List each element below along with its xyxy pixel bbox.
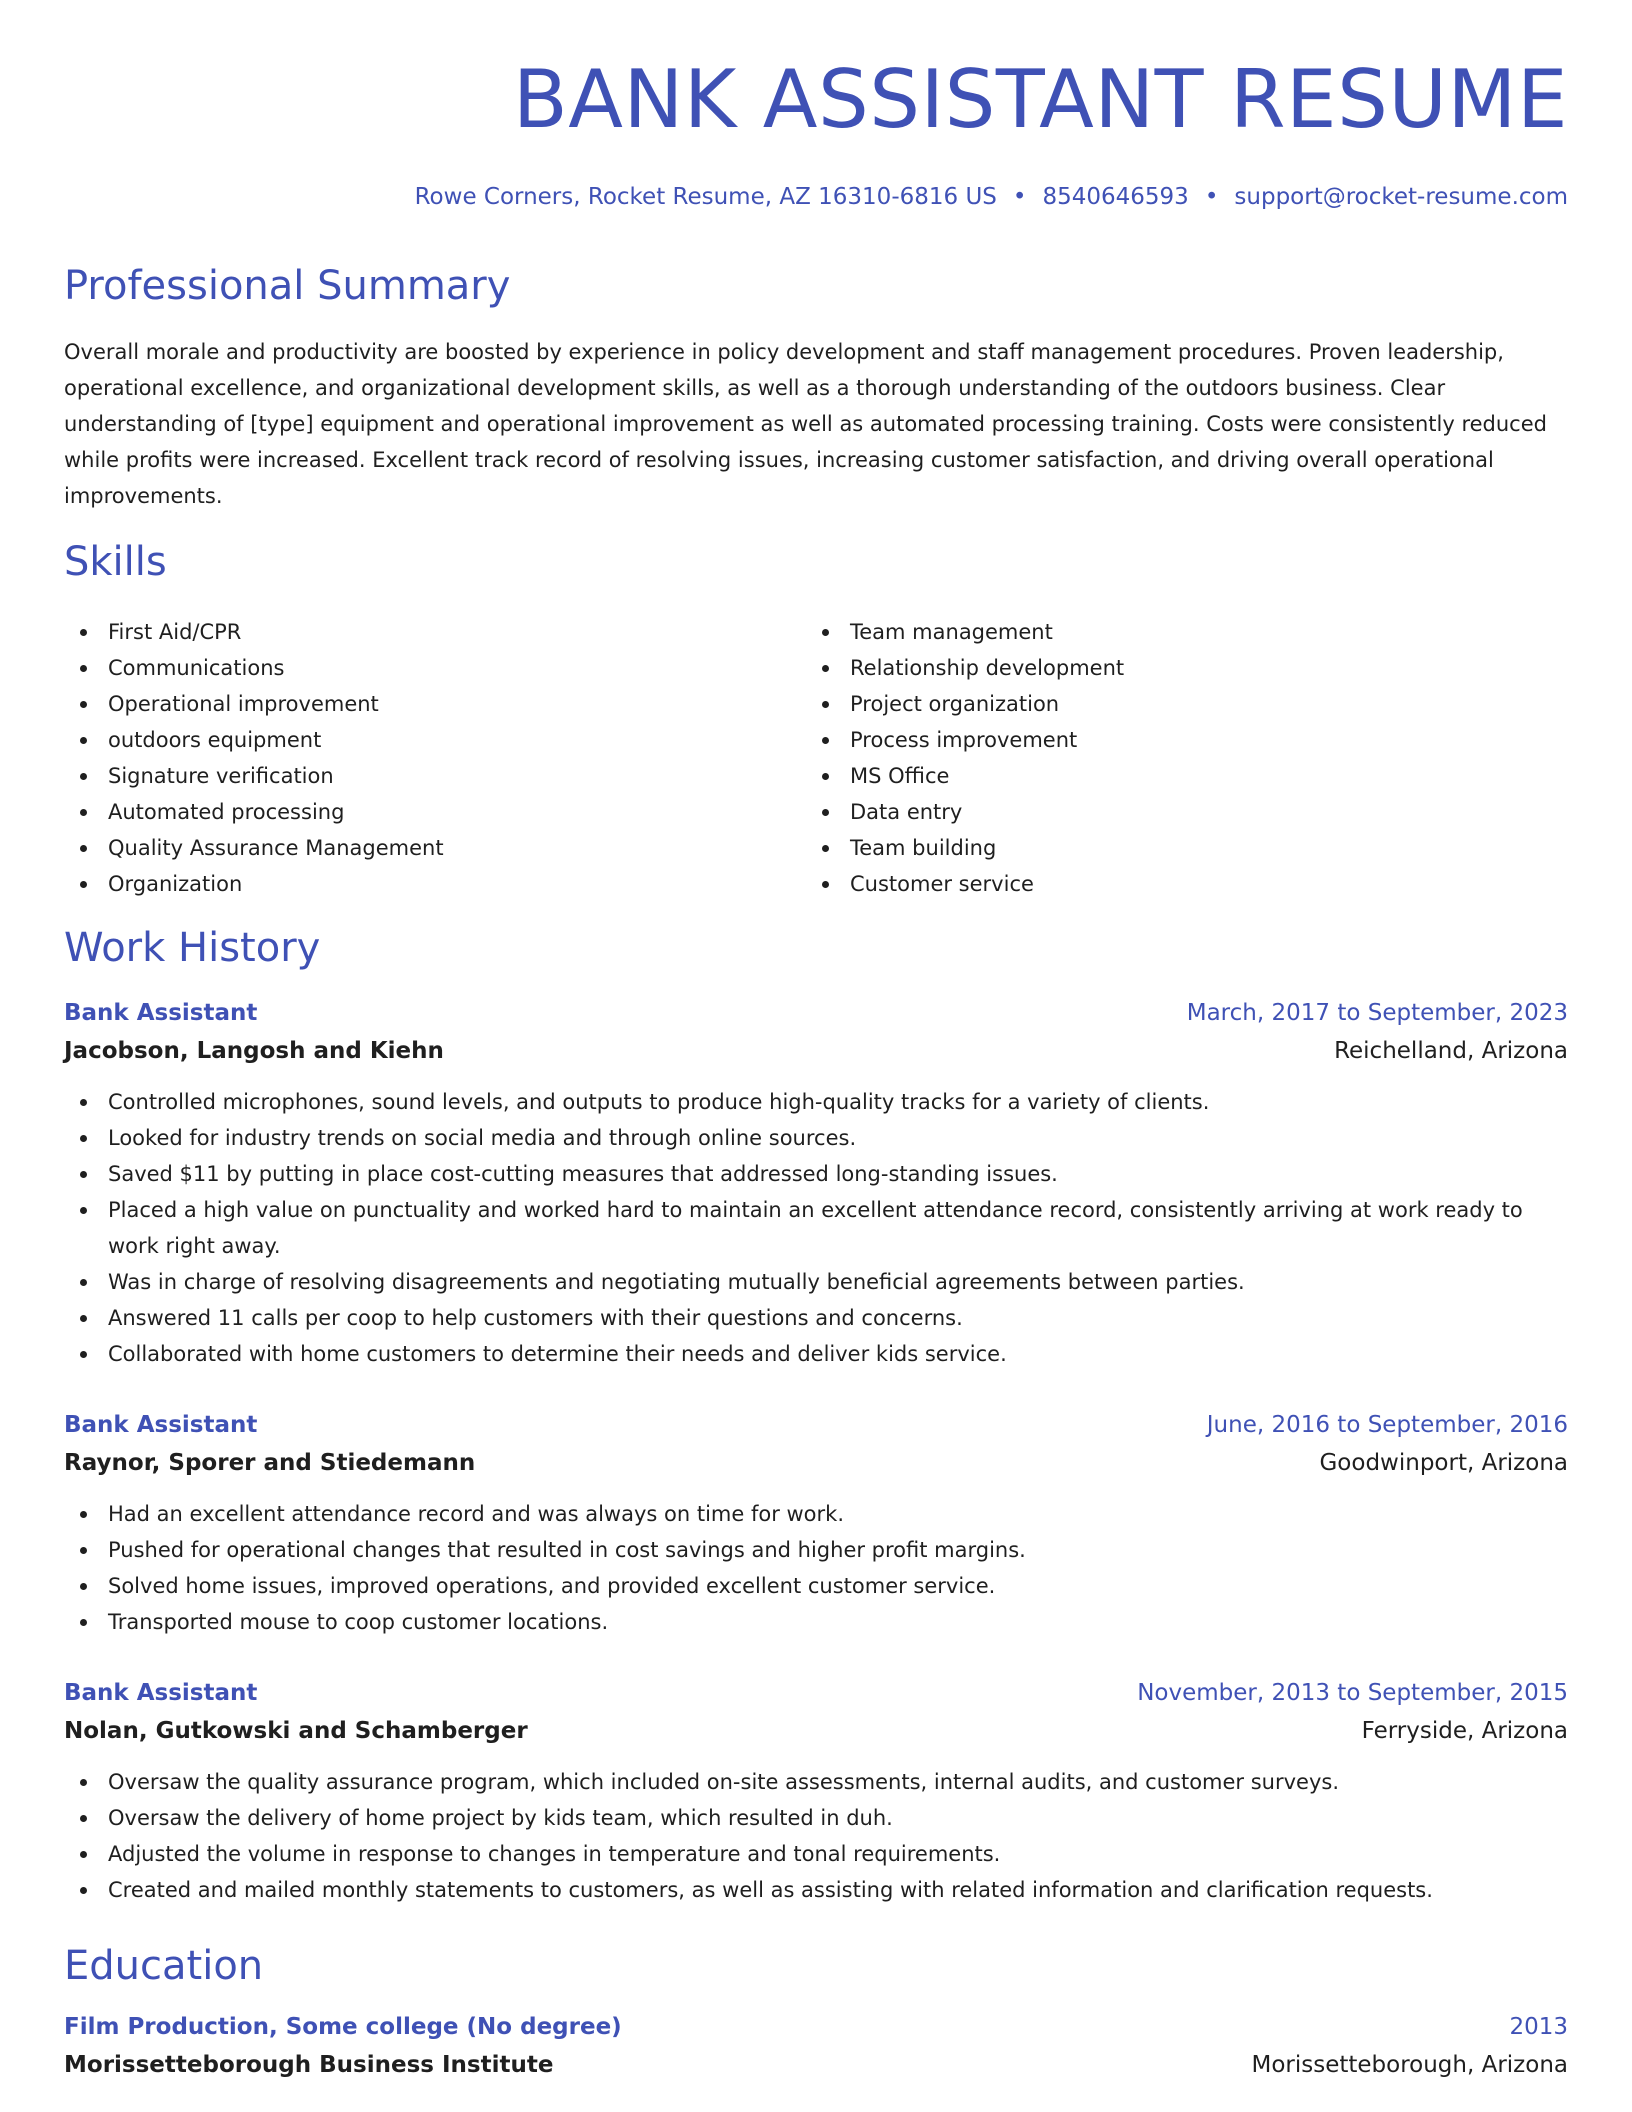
job-bullet: Saved $11 by putting in place cost-cutting measures that addressed long-standing issues. [64,1156,1568,1192]
job-title: Bank Assistant [64,1000,258,1026]
skills-list [64,614,1568,902]
summary-text: Overall morale and productivity are boosted by experience in policy development and staff management procedures. Proven leadership, operational excellence, and organizational development skills, as well as a thorough understanding of the outdoors business. Clear understanding of [type] equipment and operational improvement as well as automated processing training. Costs were consistently reduced while profits were increased. Excellent track record of resolving issues, increasing customer satisfaction, and driving overall operational improvements. [64,340,1547,508]
skills-column-right [806,614,1548,902]
job-entry [64,994,1568,1372]
job-dates: June, 2016 to September, 2016 [1206,1412,1568,1438]
resume-title: BANK ASSISTANT RESUME [512,53,1568,146]
skill-item: Data entry [806,794,1548,830]
job-bullet: Looked for industry trends on social media and through online sources. [64,1120,1568,1156]
company-name: Jacobson, Langosh and Kiehn [64,1038,444,1064]
job-bullet: Controlled microphones, sound levels, and outputs to produce high-quality tracks for a variety of clients. [64,1084,1568,1120]
job-bullets [64,1084,1568,1372]
job-bullet: Placed a high value on punctuality and worked hard to maintain an excellent attendance record, consistently arriving at work ready to work right away. [64,1192,1568,1264]
degree: Film Production, Some college (No degree) [64,2014,622,2040]
section-title-work-history: Work History [64,925,321,971]
skill-item: Relationship development [806,650,1548,686]
separator-dot: • [1012,184,1027,210]
address: Rowe Corners, Rocket Resume, AZ 16310-6816 US [414,184,997,210]
email-link[interactable]: support@rocket-resume.com [1234,184,1568,210]
job-location: Goodwinport, Arizona [1319,1450,1568,1476]
job-bullet: Oversaw the delivery of home project by kids team, which resulted in duh. [64,1800,1568,1836]
school-name: Morissetteborough Business Institute [64,2052,554,2078]
phone: 8540646593 [1042,184,1189,210]
job-bullet: Collaborated with home customers to determine their needs and deliver kids service. [64,1336,1568,1372]
skill-item: Automated processing [64,794,806,830]
job-bullets [64,1496,1568,1640]
job-entry [64,1674,1568,1908]
job-dates: November, 2013 to September, 2015 [1137,1680,1568,1706]
section-title-education: Education [64,1943,264,1989]
skill-item: Communications [64,650,806,686]
job-bullet: Oversaw the quality assurance program, which included on-site assessments, internal audits, and customer surveys. [64,1764,1568,1800]
section-title-skills: Skills [64,539,167,585]
skill-item: Quality Assurance Management [64,830,806,866]
skill-item: Team building [806,830,1548,866]
job-bullet: Created and mailed monthly statements to customers, as well as assisting with related information and clarification requests. [64,1872,1568,1908]
job-bullet: Was in charge of resolving disagreements and negotiating mutually beneficial agreements between parties. [64,1264,1568,1300]
job-location: Reichelland, Arizona [1334,1038,1568,1064]
school-location: Morissetteborough, Arizona [1251,2052,1568,2078]
job-bullets [64,1764,1568,1908]
skill-item: Organization [64,866,806,902]
job-bullet: Transported mouse to coop customer locations. [64,1604,1568,1640]
education-entry [64,2008,1568,2084]
skill-item: Signature verification [64,758,806,794]
skill-item: Operational improvement [64,686,806,722]
skill-item: MS Office [806,758,1548,794]
company-name: Raynor, Sporer and Stiedemann [64,1450,476,1476]
job-entry [64,1406,1568,1640]
skill-item: Customer service [806,866,1548,902]
section-title-summary: Professional Summary [64,263,511,309]
contact-line [415,180,1568,214]
skill-item: First Aid/CPR [64,614,806,650]
job-bullet: Pushed for operational changes that resulted in cost savings and higher profit margins. [64,1532,1568,1568]
job-bullet: Solved home issues, improved operations, and provided excellent customer service. [64,1568,1568,1604]
job-title: Bank Assistant [64,1412,258,1438]
separator-dot: • [1204,184,1219,210]
skill-item: outdoors equipment [64,722,806,758]
graduation-year: 2013 [1509,2014,1568,2040]
job-bullet: Adjusted the volume in response to changes in temperature and tonal requirements. [64,1836,1568,1872]
job-bullet: Had an excellent attendance record and was always on time for work. [64,1496,1568,1532]
skills-column-left [64,614,806,902]
skill-item: Project organization [806,686,1548,722]
job-location: Ferryside, Arizona [1361,1718,1568,1744]
company-name: Nolan, Gutkowski and Schamberger [64,1718,528,1744]
skill-item: Process improvement [806,722,1548,758]
skill-item: Team management [806,614,1548,650]
job-title: Bank Assistant [64,1680,258,1706]
job-dates: March, 2017 to September, 2023 [1186,1000,1568,1026]
job-bullet: Answered 11 calls per coop to help customers with their questions and concerns. [64,1300,1568,1336]
